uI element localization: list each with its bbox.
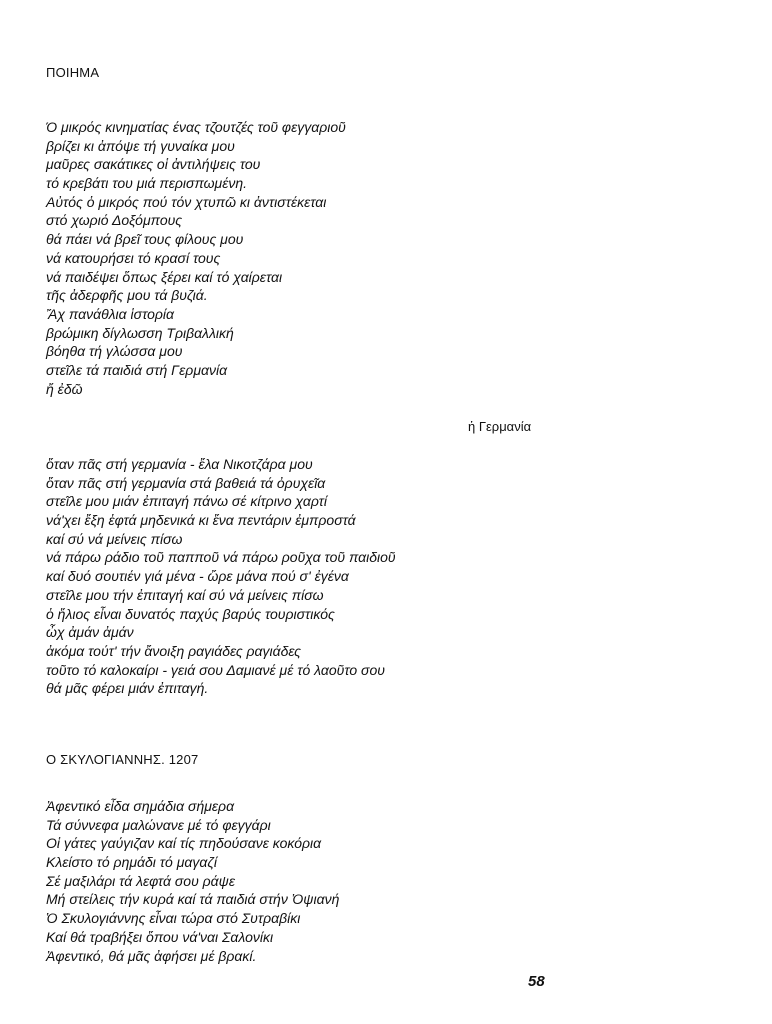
poem-line: Ἀφεντικό, θά μᾶς ἀφήσει μέ βρακί. <box>46 947 257 964</box>
poem-line: Κλείστο τό ρημάδι τό μαγαζί <box>46 854 217 871</box>
poem-line: νά'χει ἔξη ἑφτά μηδενικά κι ἕνα πεντάριν ἐμπροστά <box>46 512 356 529</box>
poem-line: Ὁ Σκυλογιάννης εἶναι τώρα στό Συτραβίκι <box>46 910 301 927</box>
poem-title: ΠΟΙΗΜΑ <box>46 65 100 80</box>
page-number: 58 <box>528 973 545 990</box>
poem-line: βόηθα τή γλώσσα μου <box>46 343 183 360</box>
poem-line: Αὐτός ὁ μικρός πού τόν χτυπῶ κι ἀντιστέκεται <box>46 193 327 210</box>
poem-title: Ο ΣΚΥΛΟΓΙΑΝΝΗΣ. 1207 <box>46 752 199 767</box>
poem-line: ἀκόμα τούτ' τήν ἄνοιξη ραγιάδες ραγιάδες <box>46 642 301 659</box>
poem-line: Μή στείλεις τήν κυρά καί τά παιδιά στήν Ὀψιανή <box>46 891 340 908</box>
poem-line: καί σύ νά μείνεις πίσω <box>46 530 183 547</box>
poem-stanza-1 <box>46 118 346 398</box>
poem-line: ὁ ἥλιος εἶναι δυνατός παχύς βαρύς τουριστικός <box>46 605 335 622</box>
poem-line: τό κρεβάτι του μιά περισπωμένη. <box>46 175 248 192</box>
poem-line: Οἱ γάτες γαύγιζαν καί τίς πηδούσανε κοκόρια <box>46 835 322 852</box>
poem-line: θά πάει νά βρεῖ τους φίλους μου <box>46 231 244 248</box>
section-subheading: ἡ Γερμανία <box>468 419 532 434</box>
poem-stanza-3 <box>46 797 339 965</box>
poem-line: τοῦτο τό καλοκαίρι - γειά σου Δαμιανέ μέ τό λαοῦτο σου <box>46 661 385 678</box>
poem-line: νά κατουρήσει τό κρασί τους <box>46 249 221 266</box>
poem-line: Καί θά τραβήξει ὅπου νά'ναι Σαλονίκι <box>46 928 274 945</box>
poem-line: ὅταν πᾶς στή γερμανία - ἔλα Νικοτζάρα μου <box>46 456 313 472</box>
poem-line: Ό μικρός κινηματίας ένας τζουτζές τοῦ φεγγαριοῦ <box>46 119 346 135</box>
poem-line: νά παιδέψει ὅπως ξέρει καί τό χαίρεται <box>46 268 283 285</box>
poem-stanza-2 <box>46 455 396 698</box>
poem-line: στεῖλε μου τήν ἐπιταγή καί σύ νά μείνεις πίσω <box>46 586 324 603</box>
poem-line: Σέ μαξιλάρι τά λεφτά σου ράψε <box>46 872 235 889</box>
poem-line: στεῖλε μου μιάν ἐπιταγή πάνω σέ κίτρινο χαρτί <box>46 493 327 510</box>
poem-line: βρίζει κι ἀπόψε τή γυναίκα μου <box>46 137 235 154</box>
poem-line: μαῦρες σακάτικες οἱ ἀντιλήψεις του <box>46 156 261 173</box>
poem-line: Ἄχ πανάθλια ἱστορία <box>46 305 175 322</box>
poem-line: τῆς ἀδερφῆς μου τά βυζιά. <box>46 287 208 304</box>
poem-line: βρώμικη δίγλωσση Τριβαλλική <box>46 324 234 341</box>
poem-line: ὅταν πᾶς στή γερμανία στά βαθειά τά ὀρυχεῖα <box>46 474 326 491</box>
poem-line: Τά σύννεφα μαλώνανε μέ τό φεγγάρι <box>46 816 271 833</box>
poem-line: στό χωριό Δοξόμπους <box>46 212 183 229</box>
poem-line: Ἀφεντικό εἶδα σημάδια σήμερα <box>46 798 235 814</box>
poem-line: στεῖλε τά παιδιά στή Γερμανία <box>46 361 228 378</box>
poem-line: θά μᾶς φέρει μιάν ἐπιταγή. <box>46 680 209 697</box>
poem-line: καί δυό σουτιέν γιά μένα - ὤρε μάνα πού σ' ἐγένα <box>46 568 349 585</box>
poem-line: ἤ ἐδῶ <box>46 380 83 397</box>
poem-line: ὦχ ἀμάν ἀμάν <box>46 624 134 641</box>
poem-line: νά πάρω ράδιο τοῦ παπποῦ νά πάρω ροῦχα τοῦ παιδιοῦ <box>46 549 396 566</box>
